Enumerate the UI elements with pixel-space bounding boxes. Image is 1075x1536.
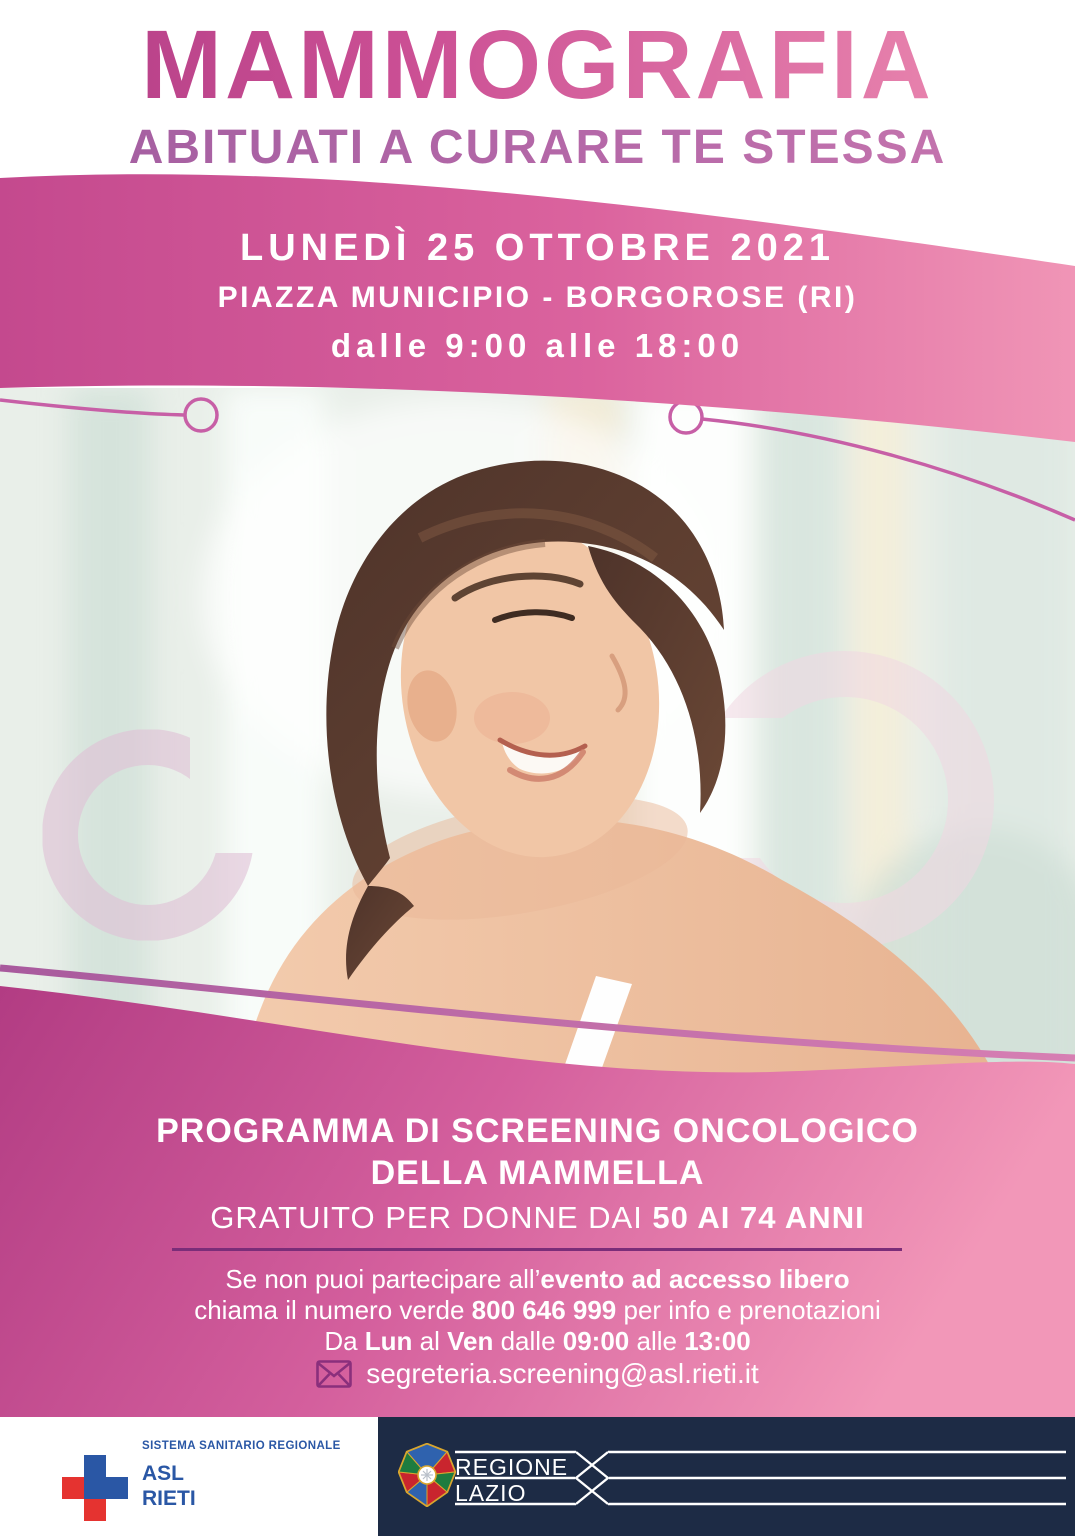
regione-lazio-panel (378, 1417, 1075, 1536)
program-title-line2: DELLA MAMMELLA (370, 1154, 705, 1192)
info-line-1: Se non puoi partecipare all’evento ad accesso libero (225, 1264, 850, 1294)
regione-lazio-coat-of-arms-icon (398, 1443, 456, 1507)
asl-logo-text (142, 1440, 341, 1511)
event-banner (0, 222, 1075, 370)
info-line-2: chiama il numero verde 800 646 999 per info e prenotazioni (194, 1295, 881, 1325)
event-location: PIAZZA MUNICIPIO - BORGOROSE (RI) (217, 281, 858, 314)
event-date: LUNEDÌ 25 OTTOBRE 2021 (239, 227, 835, 269)
asl-name: ASL RIETI (142, 1462, 196, 1510)
page-title: MAMMOGRAFIA (0, 16, 1075, 113)
info-line-3: Da Lun al Ven dalle 09:00 alle 13:00 (324, 1326, 751, 1356)
event-hours: dalle 9:00 alle 18:00 (330, 327, 745, 364)
page-subtitle: ABITUATI A CURARE TE STESSA (0, 120, 1075, 175)
envelope-icon (316, 1360, 352, 1388)
asl-tagline: SISTEMA SANITARIO REGIONALE (142, 1440, 341, 1452)
divider-line (172, 1248, 902, 1251)
email-address: segreteria.screening@asl.rieti.it (366, 1358, 759, 1389)
footer (0, 1417, 1075, 1536)
asl-cross-icon (62, 1455, 128, 1521)
program-title-line1: PROGRAMMA DI SCREENING ONCOLOGICO (156, 1112, 919, 1150)
lazio-name-lazio: LAZIO (455, 1480, 527, 1506)
lazio-name-regione: REGIONE (455, 1454, 569, 1480)
free-for-women-text: GRATUITO PER DONNE DAI 50 AI 74 ANNI (210, 1200, 865, 1235)
email-row (0, 1358, 1075, 1390)
